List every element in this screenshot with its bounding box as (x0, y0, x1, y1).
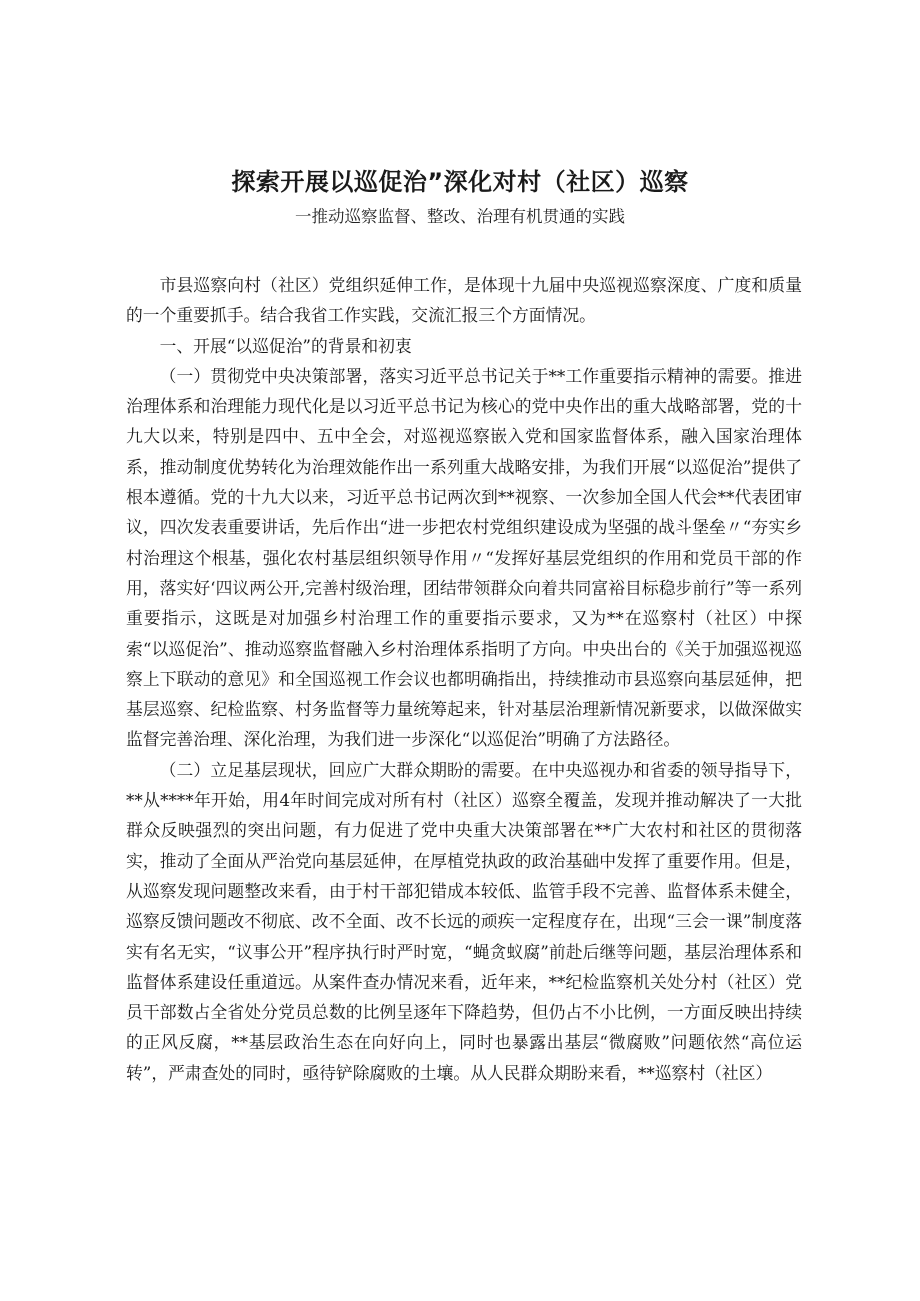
document-body (126, 270, 802, 1088)
document-subtitle: 一推动巡察监督、整改、治理有机贯通的实践 (295, 207, 625, 226)
paragraph-intro: 市县巡察向村（社区）党组织延伸工作，是体现十九届中央巡视巡察深度、广度和质量的一个重要抓手。结合我省工作实践，交流汇报三个方面情况。 (126, 275, 802, 326)
section-heading-1: 一、开展“以巡促治”的背景和初衷 (159, 335, 412, 356)
paragraph-2: （二）立足基层现状，回应广大群众期盼的需要。在中央巡视办和省委的领导指导下，**从****年开始，用4年时间完成对所有村（社区）巡察全覆盖，发现并推动解决了一大批群众反映强烈的突出问题，有力促进了党中央重大决策部署在**广大农村和社区的贯彻落实，推动了全面从严治党向基层延伸，在厚植党执政的政治基础中发挥了重要作用。但是，从巡察发现问题整改来看，由于村干部犯错成本较低、监管手段不完善、监督体系未健全，巡察反馈问题改不彻底、改不全面、改不长远的顽疾一定程度存在，出现“三会一课”制度落实有名无实，“议事公开”程序执行时严时宽，“蝇贪蚁腐”前赴后继等问题，基层治理体系和监督体系建设任重道远。从案件查办情况来看，近年来，**纪检监察机关处分村（社区）党员干部数占全省处分党员总数的比例呈逐年下降趋势，但仍占不小比例，一方面反映出持续的正风反腐，**基层政治生态在向好向上，同时也暴露出基层“微腐败”问题依然“高位运转”，严肃查处的同时，亟待铲除腐败的土壤。从人民群众期盼来看，**巡察村（社区） (126, 759, 802, 1083)
document-title: 探索开展以巡促治”深化对村（社区）巡察 (231, 168, 689, 196)
paragraph-1: （一）贯彻党中央决策部署，落实习近平总书记关于**工作重要指示精神的需要。推进治理体系和治理能力现代化是以习近平总书记为核心的党中央作出的重大战略部署，党的十九大以来，特别是四中、五中全会，对巡视巡察嵌入党和国家监督体系，融入国家治理体系，推动制度优势转化为治理效能作出一系列重大战略安排，为我们开展“以巡促治”提供了根本遵循。党的十九大以来，习近平总书记两次到**视察、一次参加全国人代会**代表团审议，四次发表重要讲话，先后作出“进一步把农村党组织建设成为坚强的战斗堡垒〃“夯实乡村治理这个根基，强化农村基层组织领导作用〃“发挥好基层党组织的作用和党员干部的作用，落实好‘四议两公开,完善村级治理，团结带领群众向着共同富裕目标稳步前行”等一系列重要指示，这既是对加强乡村治理工作的重要指示要求，又为**在巡察村（社区）中探索“以巡促治”、推动巡察监督融入乡村治理体系指明了方向。中央出台的《关于加强巡视巡察上下联动的意见》和全国巡视工作会议也都明确指出，持续推动市县巡察向基层延伸，把基层巡察、纪检监察、村务监督等力量统筹起来，针对基层治理新情况新要求，以做深做实监督完善治理、深化治理，为我们进一步深化“以巡促治”明确了方法路径。 (126, 365, 802, 750)
